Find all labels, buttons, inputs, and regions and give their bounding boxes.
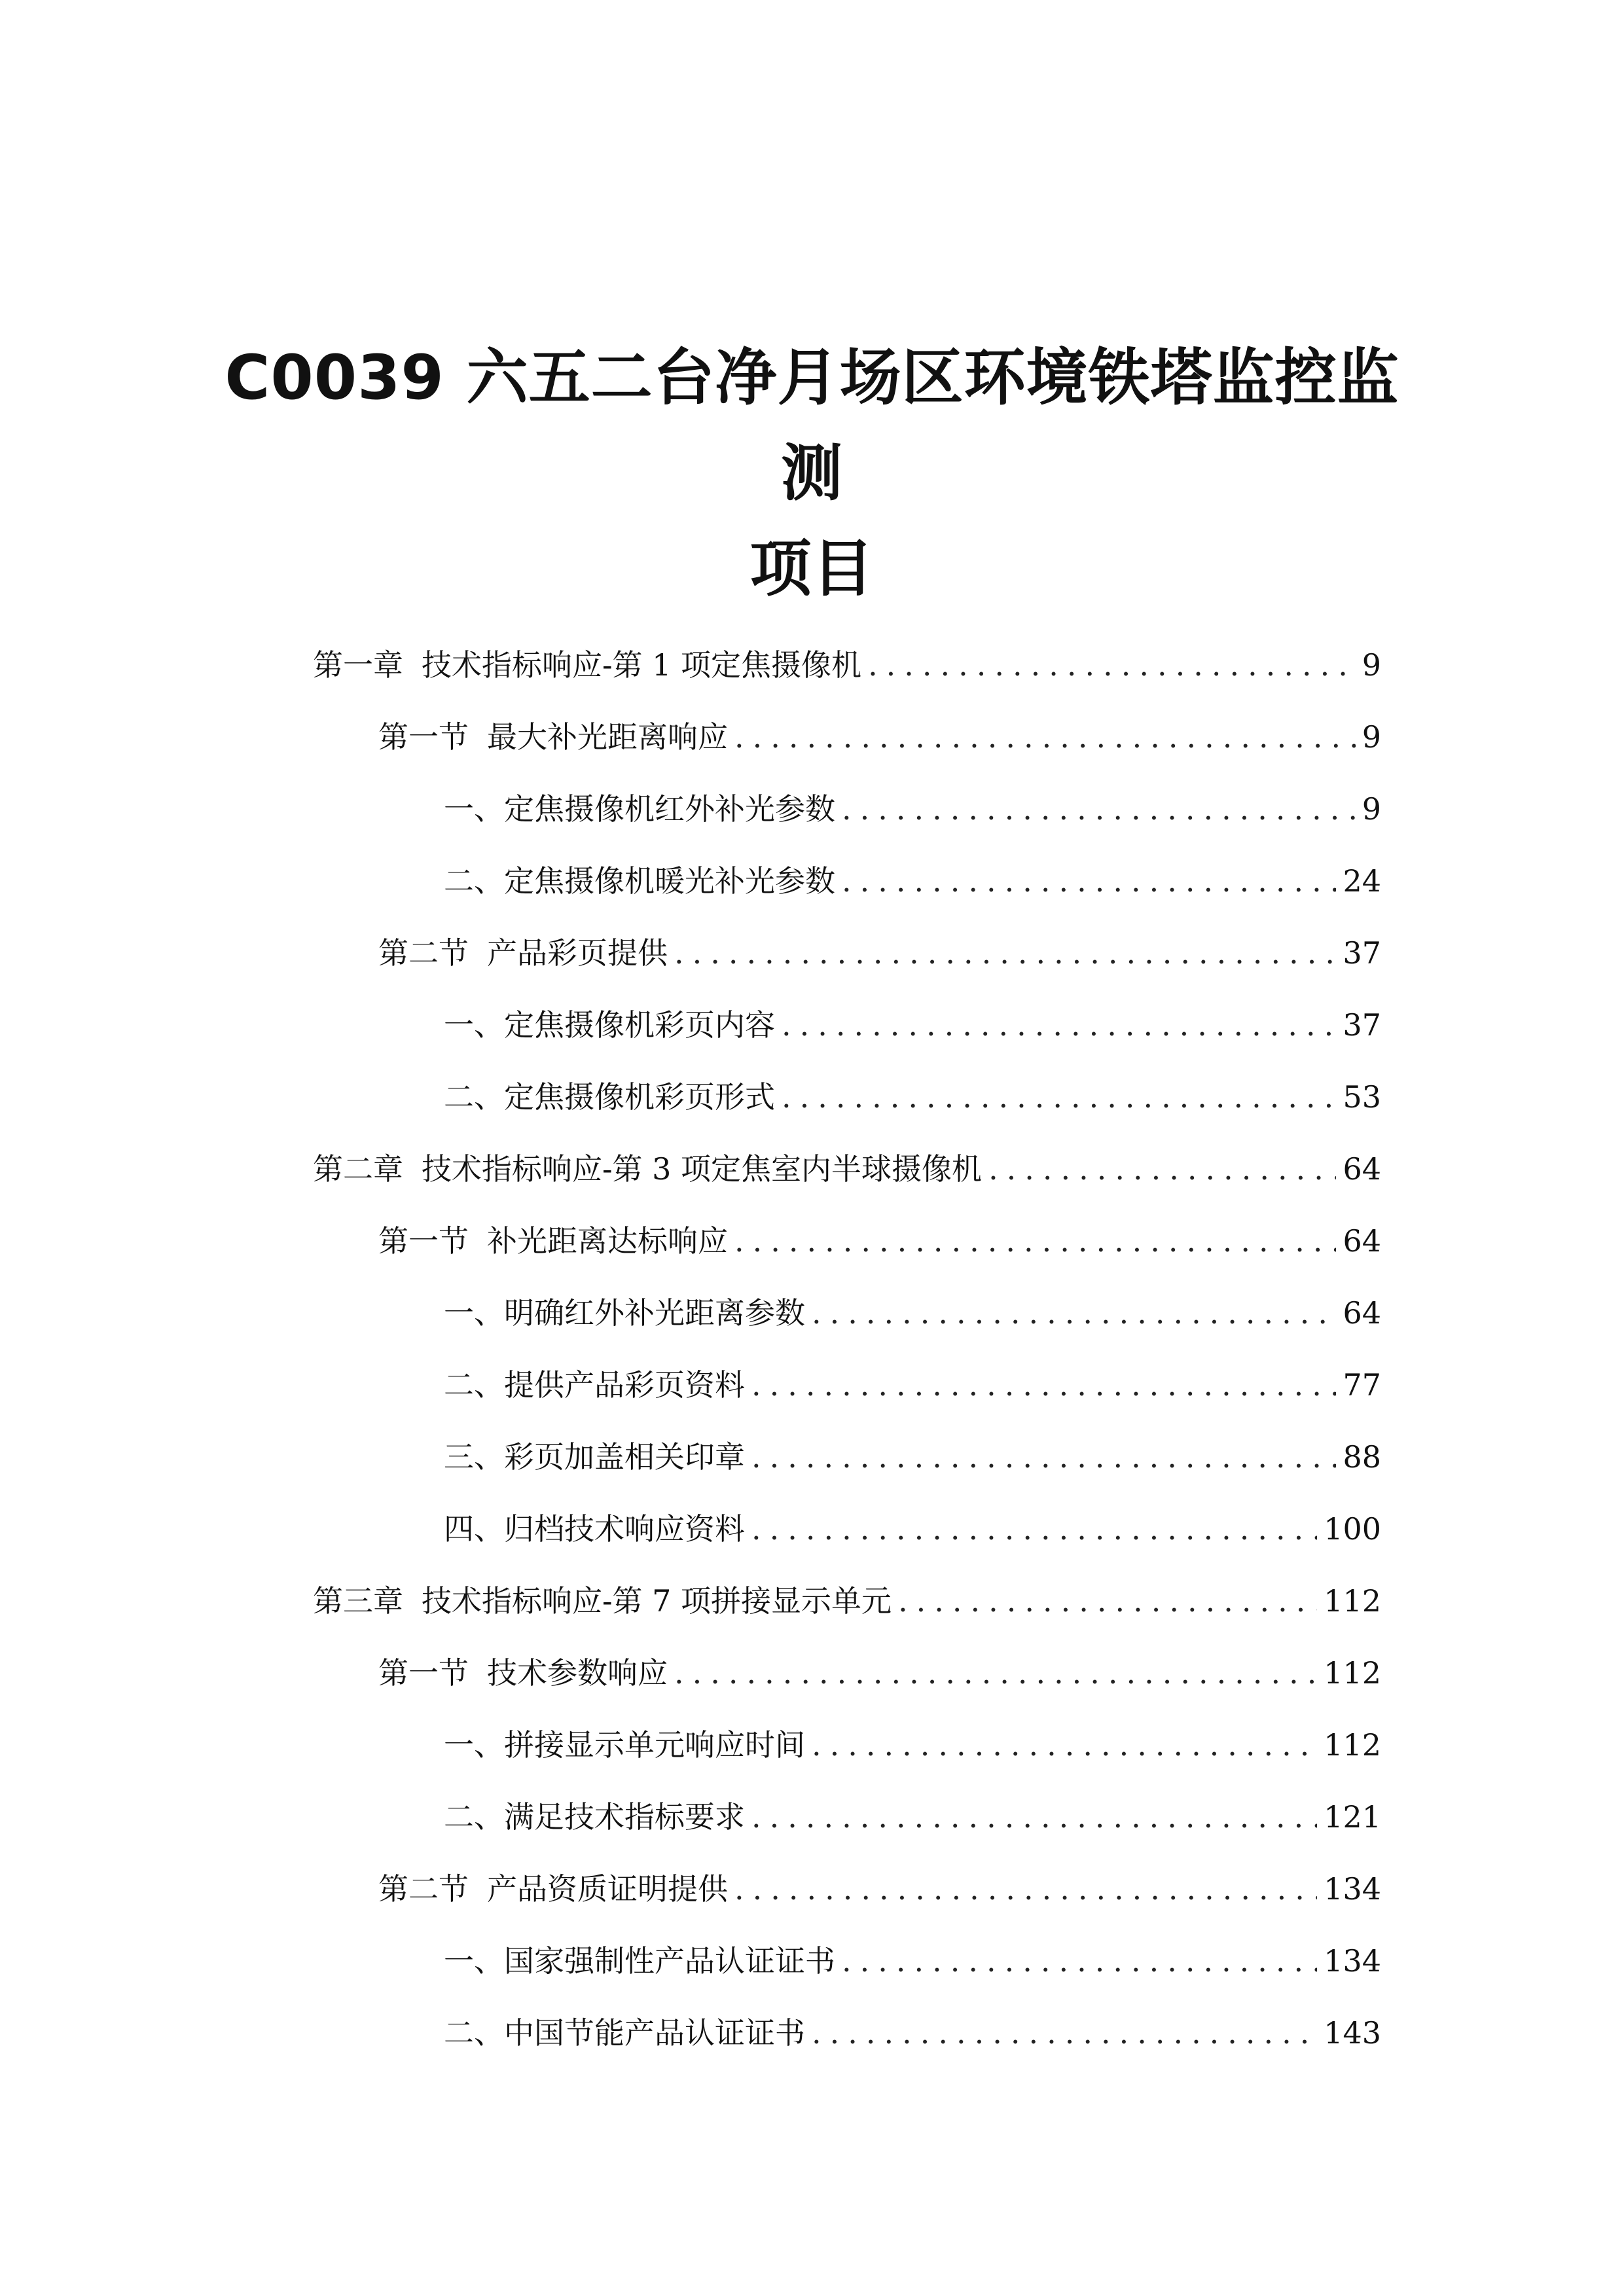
toc-dot-leader bbox=[734, 1223, 1336, 1259]
toc-dot-leader bbox=[751, 1511, 1317, 1547]
toc-page-number: 37 bbox=[1343, 935, 1381, 971]
toc-dot-leader bbox=[812, 1295, 1336, 1331]
toc-dot-leader bbox=[898, 1583, 1317, 1619]
toc-entry-number: 第一节 bbox=[378, 719, 469, 755]
toc-page-number: 53 bbox=[1343, 1079, 1381, 1115]
toc-entry-number: 第二节 bbox=[378, 1871, 469, 1907]
toc-page-number: 24 bbox=[1343, 863, 1381, 899]
toc-page-number: 112 bbox=[1324, 1727, 1381, 1763]
toc-dot-leader bbox=[751, 1799, 1317, 1835]
toc-dot-leader bbox=[782, 1007, 1336, 1043]
toc-entry[interactable] bbox=[313, 1361, 1381, 1433]
toc-entry[interactable] bbox=[313, 1865, 1381, 1937]
toc-entry-number: 三、 bbox=[444, 1439, 504, 1475]
toc-dot-leader bbox=[812, 1727, 1317, 1763]
toc-entry-number: 第三章 bbox=[313, 1583, 403, 1619]
toc-entry[interactable] bbox=[313, 929, 1381, 1001]
toc-entry[interactable] bbox=[313, 1937, 1381, 2009]
toc-dot-leader bbox=[734, 1871, 1317, 1907]
toc-entry[interactable] bbox=[313, 1577, 1381, 1649]
toc-entry-number: 二、 bbox=[444, 863, 504, 899]
toc-entry-number: 一、 bbox=[444, 791, 504, 827]
toc-page-number: 37 bbox=[1343, 1007, 1381, 1043]
toc-entry-title: 技术指标响应-第 3 项定焦室内半球摄像机 bbox=[422, 1151, 983, 1187]
toc-page-number: 112 bbox=[1324, 1583, 1381, 1619]
table-of-contents bbox=[313, 641, 1381, 2081]
toc-entry[interactable] bbox=[313, 1793, 1381, 1865]
toc-dot-leader bbox=[842, 1943, 1317, 1979]
toc-entry-number: 二、 bbox=[444, 2015, 504, 2051]
toc-entry-number: 第一节 bbox=[378, 1223, 469, 1259]
toc-dot-leader bbox=[812, 2015, 1317, 2051]
toc-entry[interactable] bbox=[313, 1649, 1381, 1721]
toc-entry-number: 第一节 bbox=[378, 1655, 469, 1691]
toc-entry[interactable] bbox=[313, 1145, 1381, 1217]
toc-entry[interactable] bbox=[313, 785, 1381, 857]
toc-entry[interactable] bbox=[313, 1217, 1381, 1289]
toc-entry-number: 一、 bbox=[444, 1295, 504, 1331]
toc-entry-title: 产品资质证明提供 bbox=[487, 1871, 728, 1907]
document-title-line-1: C0039 六五二台净月场区环境铁塔监控监测 bbox=[225, 342, 1399, 509]
toc-entry-number: 二、 bbox=[444, 1367, 504, 1403]
toc-entry[interactable] bbox=[313, 641, 1381, 713]
toc-entry[interactable] bbox=[313, 1505, 1381, 1577]
toc-entry-title: 技术参数响应 bbox=[487, 1655, 668, 1691]
toc-entry-number: 四、 bbox=[444, 1511, 504, 1547]
toc-entry[interactable] bbox=[313, 1001, 1381, 1073]
toc-entry-title: 定焦摄像机彩页形式 bbox=[504, 1079, 775, 1115]
toc-entry[interactable] bbox=[313, 1073, 1381, 1145]
toc-dot-leader bbox=[842, 863, 1336, 899]
toc-entry-title: 中国节能产品认证证书 bbox=[504, 2015, 805, 2051]
toc-dot-leader bbox=[842, 791, 1356, 827]
toc-entry-title: 定焦摄像机暖光补光参数 bbox=[504, 863, 835, 899]
toc-entry-title: 技术指标响应-第 1 项定焦摄像机 bbox=[422, 647, 862, 683]
toc-dot-leader bbox=[674, 935, 1336, 971]
toc-entry-title: 技术指标响应-第 7 项拼接显示单元 bbox=[422, 1583, 892, 1619]
toc-entry[interactable] bbox=[313, 1721, 1381, 1793]
toc-entry-title: 提供产品彩页资料 bbox=[504, 1367, 745, 1403]
document-title-line-2: 项目 bbox=[749, 533, 875, 605]
toc-page-number: 64 bbox=[1343, 1223, 1381, 1259]
toc-page-number: 112 bbox=[1324, 1655, 1381, 1691]
toc-page-number: 88 bbox=[1343, 1439, 1381, 1475]
toc-entry[interactable] bbox=[313, 2009, 1381, 2081]
document-title bbox=[216, 331, 1408, 617]
toc-entry-number: 第二章 bbox=[313, 1151, 403, 1187]
toc-page-number: 9 bbox=[1362, 719, 1381, 755]
toc-entry-number: 第一章 bbox=[313, 647, 403, 683]
toc-page-number: 134 bbox=[1324, 1871, 1381, 1907]
toc-entry-title: 明确红外补光距离参数 bbox=[504, 1295, 805, 1331]
toc-entry-number: 第二节 bbox=[378, 935, 469, 971]
toc-entry-title: 补光距离达标响应 bbox=[487, 1223, 728, 1259]
toc-entry-title: 最大补光距离响应 bbox=[487, 719, 728, 755]
toc-entry-title: 定焦摄像机彩页内容 bbox=[504, 1007, 775, 1043]
toc-entry-title: 拼接显示单元响应时间 bbox=[504, 1727, 805, 1763]
toc-entry-number: 一、 bbox=[444, 1007, 504, 1043]
toc-entry-title: 产品彩页提供 bbox=[487, 935, 668, 971]
toc-entry-title: 满足技术指标要求 bbox=[504, 1799, 745, 1835]
toc-dot-leader bbox=[674, 1655, 1317, 1691]
toc-page-number: 143 bbox=[1324, 2015, 1381, 2051]
toc-entry-number: 一、 bbox=[444, 1727, 504, 1763]
toc-entry[interactable] bbox=[313, 1433, 1381, 1505]
toc-dot-leader bbox=[782, 1079, 1336, 1115]
toc-entry[interactable] bbox=[313, 857, 1381, 929]
toc-entry[interactable] bbox=[313, 713, 1381, 785]
toc-dot-leader bbox=[751, 1439, 1336, 1475]
toc-entry-number: 二、 bbox=[444, 1079, 504, 1115]
toc-page-number: 9 bbox=[1362, 647, 1381, 683]
toc-page-number: 121 bbox=[1324, 1799, 1381, 1835]
toc-entry-title: 国家强制性产品认证证书 bbox=[504, 1943, 835, 1979]
toc-entry-number: 一、 bbox=[444, 1943, 504, 1979]
toc-page-number: 9 bbox=[1362, 791, 1381, 827]
toc-page-number: 64 bbox=[1343, 1295, 1381, 1331]
toc-page-number: 134 bbox=[1324, 1943, 1381, 1979]
toc-entry-title: 定焦摄像机红外补光参数 bbox=[504, 791, 835, 827]
toc-page-number: 64 bbox=[1343, 1151, 1381, 1187]
toc-entry[interactable] bbox=[313, 1289, 1381, 1361]
toc-dot-leader bbox=[868, 647, 1356, 683]
toc-dot-leader bbox=[751, 1367, 1336, 1403]
toc-dot-leader bbox=[734, 719, 1356, 755]
toc-page-number: 77 bbox=[1343, 1367, 1381, 1403]
toc-entry-number: 二、 bbox=[444, 1799, 504, 1835]
toc-entry-title: 彩页加盖相关印章 bbox=[504, 1439, 745, 1475]
toc-dot-leader bbox=[988, 1151, 1336, 1187]
toc-page-number: 100 bbox=[1324, 1511, 1381, 1547]
toc-entry-title: 归档技术响应资料 bbox=[504, 1511, 745, 1547]
